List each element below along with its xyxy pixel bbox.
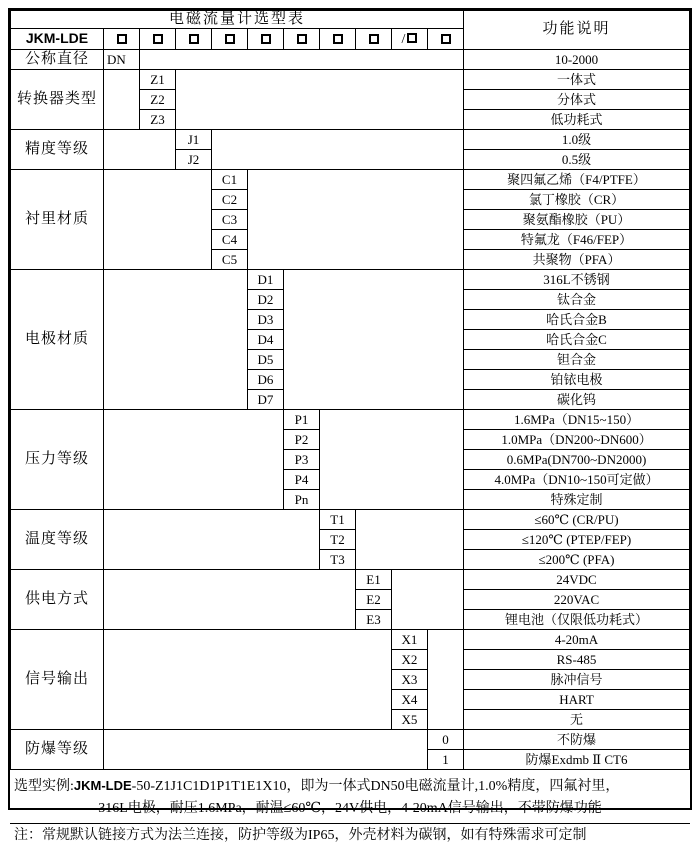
option-description: 脉冲信号 <box>464 669 690 689</box>
category-label: 衬里材质 <box>11 169 104 269</box>
option-description: 聚四氟乙烯（F4/PTFE） <box>464 169 690 189</box>
option-code: E2 <box>356 589 392 609</box>
checkbox-icon <box>153 34 163 44</box>
spacer-cell <box>392 569 464 629</box>
spec-row <box>11 509 690 529</box>
option-description: 铂铱电极 <box>464 369 690 389</box>
checkbox-icon <box>333 34 343 44</box>
spacer-cell <box>104 129 176 169</box>
option-code: Pn <box>284 489 320 509</box>
option-description: ≤200℃ (PFA) <box>464 549 690 569</box>
option-description: 碳化钨 <box>464 389 690 409</box>
option-code: D2 <box>248 289 284 309</box>
selection-sheet <box>8 8 692 843</box>
spacer-cell <box>140 49 464 69</box>
category-label: 供电方式 <box>11 569 104 629</box>
category-label: 精度等级 <box>11 129 104 169</box>
spacer-cell <box>104 169 212 269</box>
option-code: C3 <box>212 209 248 229</box>
model-checkbox-cell <box>104 29 140 50</box>
option-description: 钽合金 <box>464 349 690 369</box>
function-column-header: 功能说明 <box>464 11 690 50</box>
category-label: 转换器类型 <box>11 69 104 129</box>
category-label: 信号输出 <box>11 629 104 729</box>
spacer-cell <box>104 269 248 409</box>
option-code: P1 <box>284 409 320 429</box>
model-checkbox-cell <box>320 29 356 50</box>
option-description: 1.0级 <box>464 129 690 149</box>
option-description: 哈氏合金B <box>464 309 690 329</box>
model-checkbox-cell <box>140 29 176 50</box>
spacer-cell <box>104 409 284 509</box>
option-code: D3 <box>248 309 284 329</box>
checkbox-icon <box>117 34 127 44</box>
slash-separator: / <box>401 31 406 47</box>
spec-row <box>11 49 690 69</box>
option-code: D7 <box>248 389 284 409</box>
spacer-cell <box>104 629 392 729</box>
option-code: P2 <box>284 429 320 449</box>
option-code: J1 <box>176 129 212 149</box>
option-code: X1 <box>392 629 428 649</box>
option-code: T1 <box>320 509 356 529</box>
option-code: 0 <box>428 729 464 749</box>
checkbox-icon <box>297 34 307 44</box>
example-model: JKM-LDE <box>73 777 132 793</box>
spec-row <box>11 409 690 429</box>
spacer-cell <box>104 569 356 629</box>
option-description: 10-2000 <box>464 49 690 69</box>
model-checkbox-cell <box>212 29 248 50</box>
option-description: RS-485 <box>464 649 690 669</box>
option-code: DN <box>104 49 140 69</box>
option-code: D6 <box>248 369 284 389</box>
option-description: 低功耗式 <box>464 109 690 129</box>
option-description: 哈氏合金C <box>464 329 690 349</box>
option-description: 氯丁橡胶（CR） <box>464 189 690 209</box>
model-checkbox-cell <box>428 29 464 50</box>
spacer-cell <box>212 129 464 169</box>
category-label: 防爆等级 <box>11 729 104 769</box>
option-code: D4 <box>248 329 284 349</box>
option-description: 共聚物（PFA） <box>464 249 690 269</box>
option-description: 钛合金 <box>464 289 690 309</box>
option-description: ≤120℃ (PTEP/FEP) <box>464 529 690 549</box>
option-description: 一体式 <box>464 69 690 89</box>
checkbox-icon <box>261 34 271 44</box>
spacer-cell <box>104 509 320 569</box>
option-code: P3 <box>284 449 320 469</box>
spec-row <box>11 629 690 649</box>
option-description: ≤60℃ (CR/PU) <box>464 509 690 529</box>
spacer-cell <box>104 69 140 129</box>
spacer-cell <box>284 269 464 409</box>
spec-row <box>11 729 690 749</box>
option-description: 聚氨酯橡胶（PU） <box>464 209 690 229</box>
selection-example <box>10 770 690 823</box>
spacer-cell <box>428 629 464 729</box>
checkbox-icon <box>441 34 451 44</box>
option-code: X5 <box>392 709 428 729</box>
spacer-cell <box>248 169 464 269</box>
option-code: X4 <box>392 689 428 709</box>
option-code: E3 <box>356 609 392 629</box>
option-description: 锂电池（仅限低功耗式） <box>464 609 690 629</box>
option-code: C5 <box>212 249 248 269</box>
option-description: 24VDC <box>464 569 690 589</box>
option-description: 特氟龙（F46/FEP） <box>464 229 690 249</box>
option-description: 不防爆 <box>464 729 690 749</box>
option-code: D5 <box>248 349 284 369</box>
option-code: C2 <box>212 189 248 209</box>
example-line-1 <box>14 775 686 798</box>
option-description: 0.5级 <box>464 149 690 169</box>
example-line-2: 316L电极，耐压1.6MPa，耐温≤60℃，24V供电，4-20mA信号输出，不带防爆功能 <box>98 800 602 816</box>
spec-row <box>11 129 690 149</box>
option-code: P4 <box>284 469 320 489</box>
spacer-cell <box>176 69 464 129</box>
spacer-cell <box>104 729 428 769</box>
option-code: E1 <box>356 569 392 589</box>
option-description: 4.0MPa（DN10~150可定做） <box>464 469 690 489</box>
option-description: 1.0MPa（DN200~DN600） <box>464 429 690 449</box>
category-label: 压力等级 <box>11 409 104 509</box>
category-label: 温度等级 <box>11 509 104 569</box>
option-description: 0.6MPa(DN700~DN2000) <box>464 449 690 469</box>
option-description: 220VAC <box>464 589 690 609</box>
model-checkbox-cell <box>356 29 392 50</box>
example-text: -50-Z1J1C1D1P1T1E1X10，即为一体式DN50电磁流量计,1.0%精度，四氟衬里， <box>131 778 620 794</box>
model-prefix: JKM-LDE <box>11 29 104 50</box>
footnote: 注：常规默认链接方式为法兰连接，防护等级为IP65，外壳材料为碳钢，如有特殊需求可定制 <box>10 823 690 847</box>
option-description: 1.6MPa（DN15~150） <box>464 409 690 429</box>
checkbox-icon <box>225 34 235 44</box>
option-description: 无 <box>464 709 690 729</box>
option-code: J2 <box>176 149 212 169</box>
option-code: Z1 <box>140 69 176 89</box>
option-description: HART <box>464 689 690 709</box>
option-description: 特殊定制 <box>464 489 690 509</box>
selection-table <box>10 10 690 770</box>
spacer-cell <box>320 409 464 509</box>
option-code: D1 <box>248 269 284 289</box>
option-code: T3 <box>320 549 356 569</box>
title-row <box>11 11 690 29</box>
option-code: X3 <box>392 669 428 689</box>
spec-row <box>11 269 690 289</box>
spec-row <box>11 169 690 189</box>
option-code: Z2 <box>140 89 176 109</box>
spec-row <box>11 569 690 589</box>
model-checkbox-cell <box>284 29 320 50</box>
category-label: 电极材质 <box>11 269 104 409</box>
checkbox-icon <box>369 34 379 44</box>
option-code: C4 <box>212 229 248 249</box>
checkbox-icon <box>189 34 199 44</box>
checkbox-icon <box>407 33 417 43</box>
model-checkbox-cell <box>176 29 212 50</box>
model-checkbox-cell <box>392 29 428 50</box>
option-code: X2 <box>392 649 428 669</box>
spacer-cell <box>356 509 464 569</box>
table-title: 电磁流量计选型表 <box>11 11 464 29</box>
model-checkbox-cell <box>248 29 284 50</box>
option-code: 1 <box>428 749 464 769</box>
option-description: 4-20mA <box>464 629 690 649</box>
option-code: Z3 <box>140 109 176 129</box>
example-label: 选型实例: <box>14 778 74 794</box>
spec-row <box>11 69 690 89</box>
option-code: C1 <box>212 169 248 189</box>
category-label: 公称直径 <box>11 49 104 69</box>
option-description: 316L不锈钢 <box>464 269 690 289</box>
option-description: 防爆Exdmb Ⅱ CT6 <box>464 749 690 769</box>
option-description: 分体式 <box>464 89 690 109</box>
option-code: T2 <box>320 529 356 549</box>
